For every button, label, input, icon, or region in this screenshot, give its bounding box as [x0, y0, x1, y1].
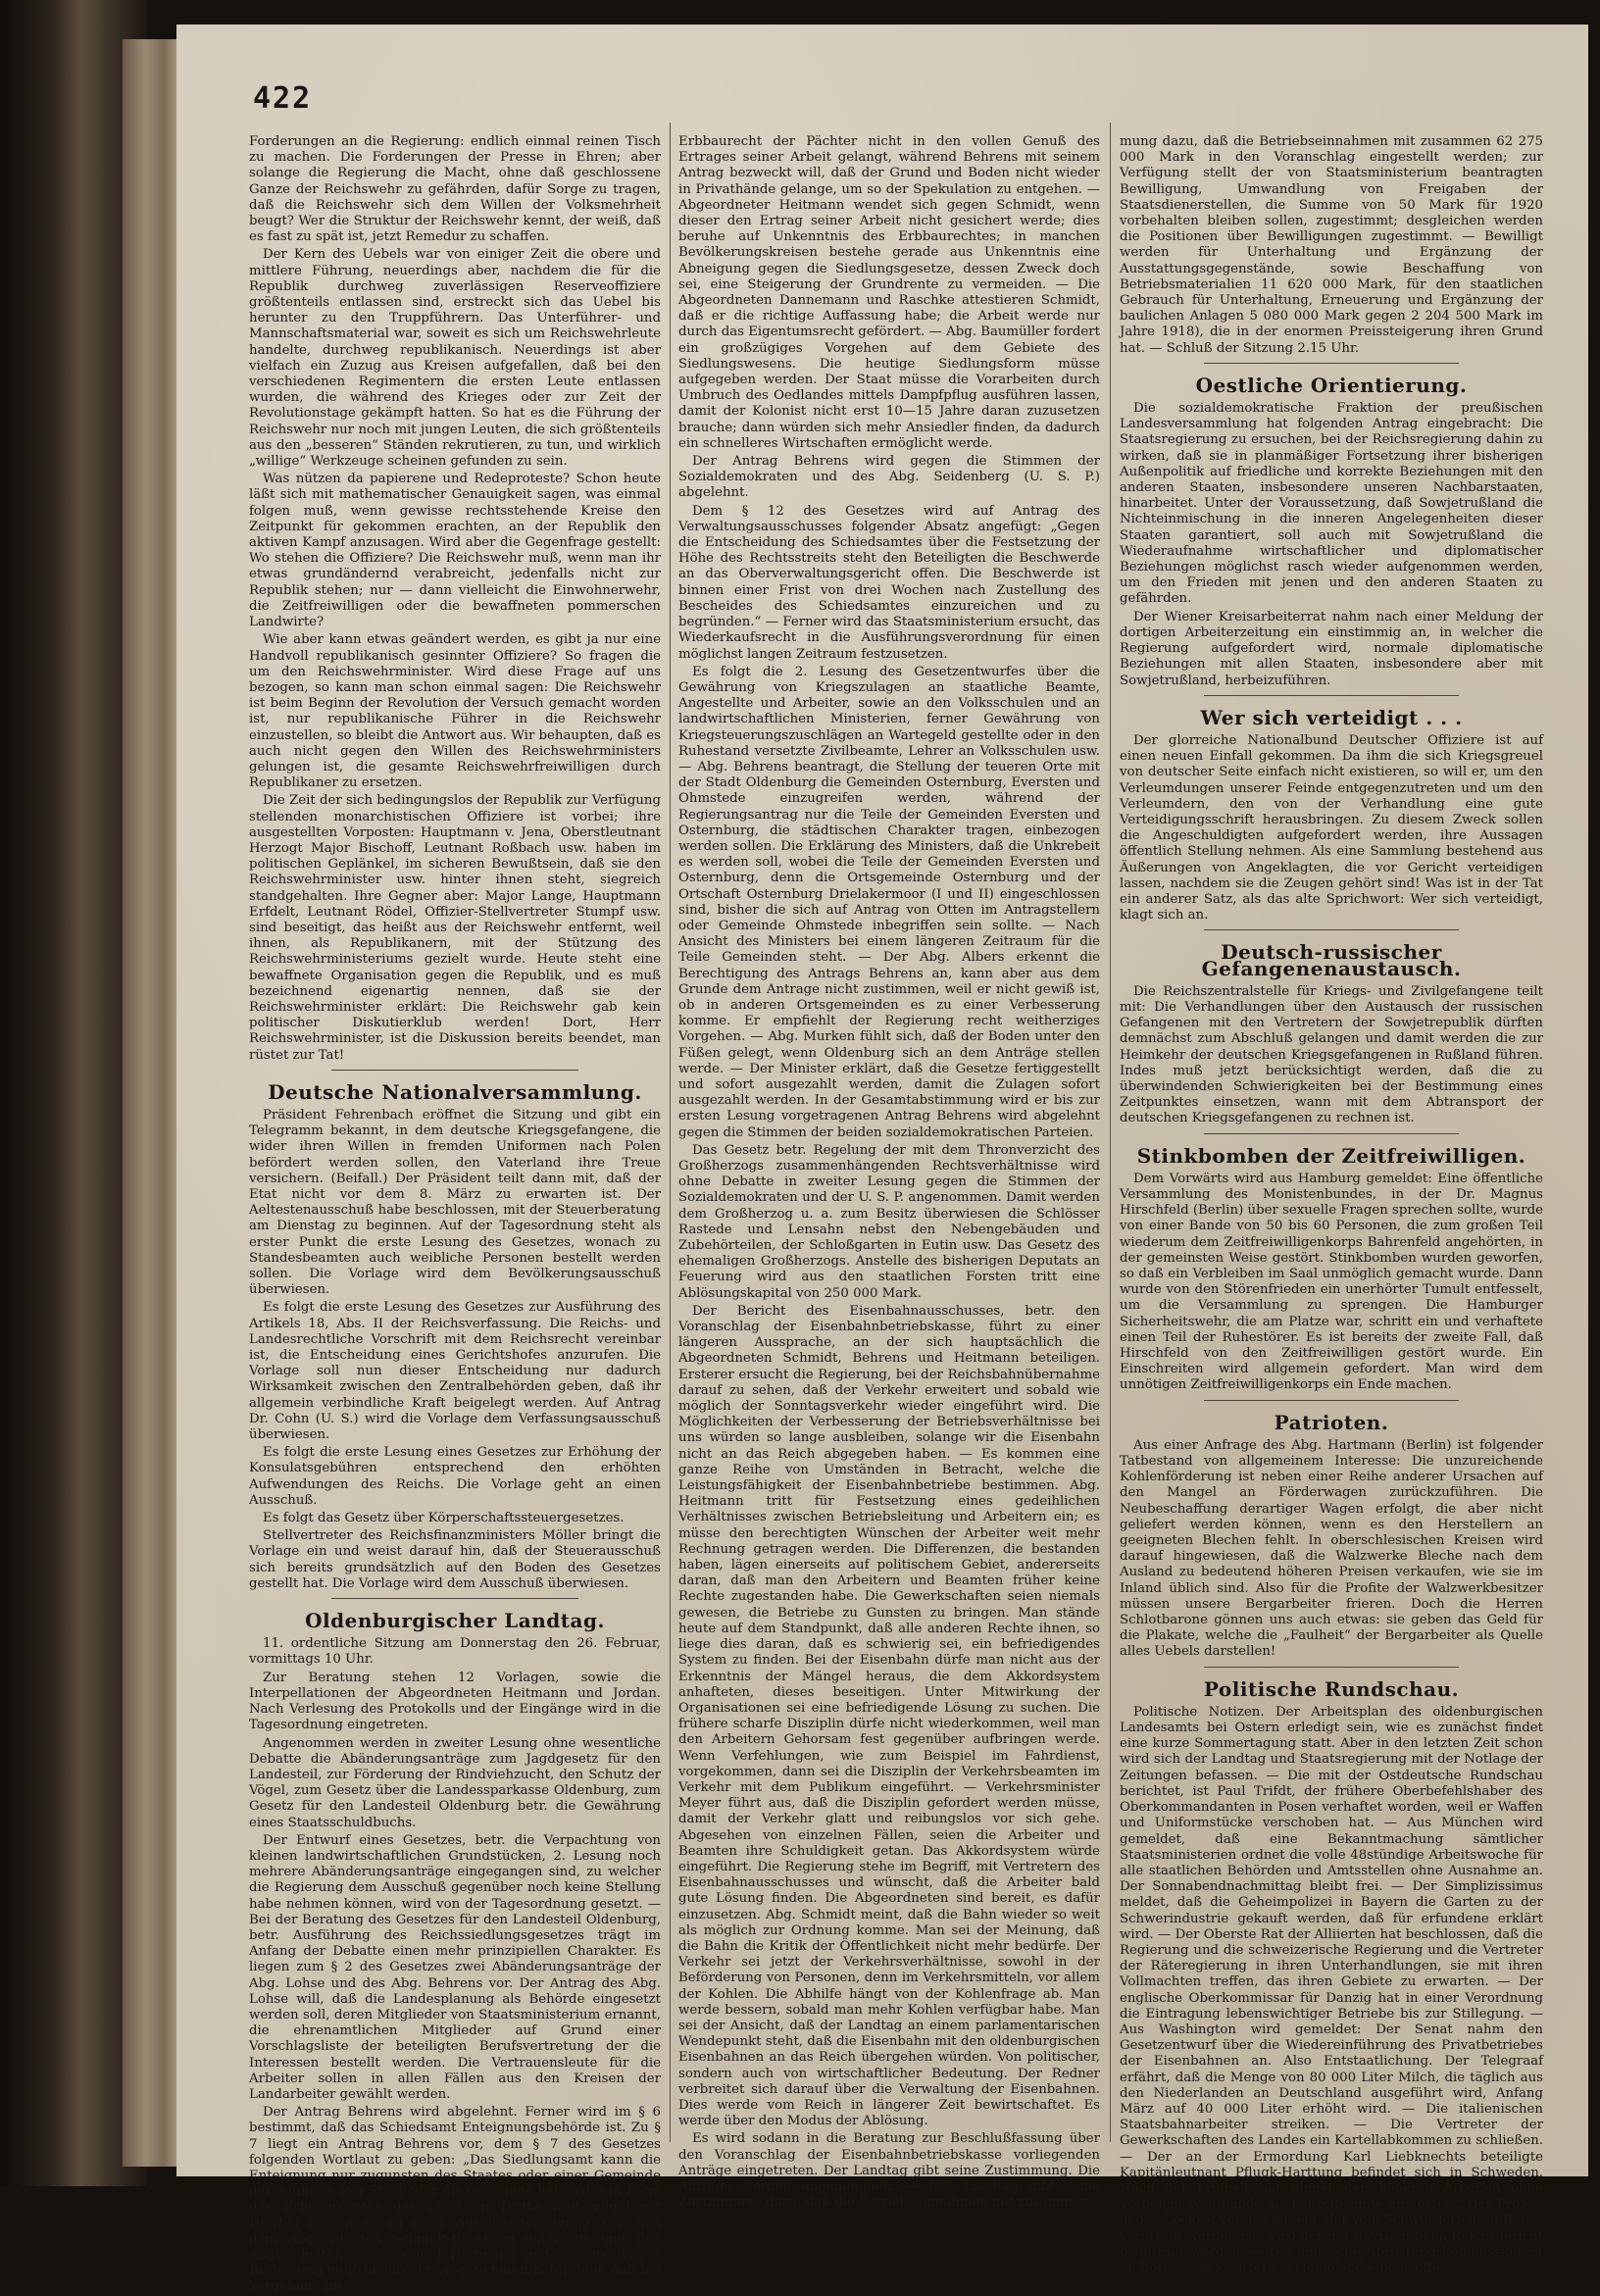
paragraph: Die sozialdemokratische Fraktion der preußischen Landesversammlung hat folgenden Antrag eingebracht: Die Staatsregierung zu ersuchen, bei der Reichsregierung dahin zu wirken, daß sie in planmäßiger Fortsetzung ihrer bisherigen Außenpolitik auf friedliche und korrekte Beziehungen mit den anderen Staaten, insbesondere unseren Nachbarstaaten, hinarbeitet. Unter der Voraussetzung, daß Sowjetrußland die Nichteinmischung in die inneren Angelegenheiten dieser Staaten garantiert, soll auch mit Sowjetrußland die Wiederaufnahme wirtschaftlicher und diplomatischer Beziehungen möglichst rasch wieder aufgenommen werden, um den Frieden mit jenen und den anderen Staaten zu gefährden. — [1120, 401, 1543, 607]
divider — [1204, 363, 1458, 364]
paragraph: Zur Beratung stehen 12 Vorlagen, sowie die Interpellationen der Abgeordneten Heitmann und Jordan. Nach Verlesung des Protokolls und der Eingänge wird in die Tagesordnung eingetreten. — [249, 1670, 661, 1733]
heading-verteidigt: Wer sich verteidigt . . . — [1200, 705, 1463, 729]
divider — [331, 1598, 578, 1599]
paragraph: Präsident Fehrenbach eröffnet die Sitzung und gibt ein Telegramm bekannt, in dem deutsche Kriegsgefangene, die wider ihren Willen in fremden Uniformen nach Polen befördert werden sollen, den Vaterland ihre Treue versichern. (Beifall.) Der Präsident teilt dann mit, daß der Etat nicht vor dem 8. März zu erwarten ist. Der Aeltestenausschuß habe beschlossen, mit der Steuerberatung am Dienstag zu beginnen. Auf der Tagesordnung steht als erster Punkt die erste Lesung des Gesetzes, wonach zu Standesbeamten auch weibliche Personen bestellt werden sollen. Die Vorlage wird dem Bevölkerungsausschuß überwiesen. — [249, 1107, 661, 1298]
paragraph: Der Wiener Kreisarbeiterrat nahm nach einer Meldung der dortigen Arbeiterzeitung ein einstimmig an, in welcher die Regierung aufgefordert wird, normale diplomatische Beziehungen mit allen Staaten, insbesondere aber mit Sowjetrußland, herbeizuführen. — [1120, 609, 1543, 688]
paragraph: Was nützen da papierene und Redeproteste? Schon heute läßt sich mit mathematischer Genauigkeit sagen, was einmal folgen muß, wenn gewisse rechtsstehende Kreise den Zeitpunkt für gekommen erachten, an der Republik den aktiven Kampf anzusagen. Wird aber die Gegenfrage gestellt: Wo stehen die Offiziere? Die Reichswehr muß, wenn man ihr etwas grundändernd verabreicht, jedenfalls nicht zur Republik stehen; nur — dann vielleicht die Einwohnerwehr, die Zeitfreiwilligen oder die bewaffneten pommerschen Landwirte? — [249, 472, 661, 630]
paragraph: Der Antrag Behrens wird gegen die Stimmen der Sozialdemokraten und des Abg. Seidenberg (U. S. P.) abgelehnt. — [678, 454, 1100, 501]
paragraph: Dem § 12 des Gesetzes wird auf Antrag des Verwaltungsausschusses folgender Absatz angefügt: „Gegen die Entscheidung des Schiedsamtes über die Festsetzung der Höhe des Rechtsstreits steht den Beteiligten die Beschwerde an das Oberverwaltungsgericht offen. Die Beschwerde ist binnen einer Frist von drei Wochen nach Zustellung des Bescheides des Schiedsamtes einzureichen und zu begründen.“ — Ferner wird das Staatsministerium ersucht, das Wiederkaufsrecht in die Ausführungsverordnung für einen möglichst langen Zeitraum festzusetzen. — [678, 503, 1100, 662]
paragraph: Das Gesetz betr. Regelung der mit dem Thronverzicht des Großherzogs zusammenhängenden Rechtsverhältnisse wird ohne Debatte in zweiter Lesung gegen die Stimmen der Sozialdemokraten und der U. S. P. angenommen. Damit werden dem Großherzog u. a. zum Besitz überwiesen die Schlösser Rastede und Lensahn nebst den Nebengebäuden und Zubehörteilen, der Schloßgarten in Eutin usw. Das Gesetz des ehemaligen Großherzogs. Anstelle des bisherigen Deputats an Feuerung wird aus den staatlichen Forsten tritt eine Ablösungskapital von 250 000 Mark. — [678, 1142, 1100, 1301]
paragraph: Der Antrag Behrens wird abgelehnt. Ferner wird im § 6 bestimmt, daß das Schiedsamt Enteignungsbehörde ist. Zu § 7 liegt ein Antrag Behrens vor, dem § 7 des Gesetzes folgenden Wortlaut zu geben: „Das Siedlungsamt kann die Enteignung nur zugunsten des Staates oder einer Gemeinde durchführen. Der Staat oder die Gemeinde haben das in Form des Erbbaurechtes das Land an Dritte weiterzugeben.“ Hierbei kommt es zu einer Auseinandersetzung zwischen dem Abgeordneten Schmidt-Bockhorn einerseits und den Abgeordneten Behrens und Heitmann andererseits wegen Besiedlung im Erbbaurecht. Abg. Schmidt befürchtet, daß bei Vergebung im — [249, 2105, 661, 2295]
column-rule-1 — [670, 123, 671, 2142]
paragraph: Forderungen an die Regierung: endlich einmal reinen Tisch zu machen. Die Forderungen der Presse in Ehren; aber solange die Regierung die Macht, ohne daß geschlossene Ganze der Reichswehr zu gefährden, dafür Sorge zu tragen, daß die Reichswehr sich dem Willen der Volksmehrheit beugt? Wer die Struktur der Reichswehr kennt, der weiß, daß es fast zu spät ist, jetzt Remedur zu schaffen. — [249, 134, 661, 245]
stacked-page-edges — [123, 39, 181, 2167]
heading-rundschau: Politische Rundschau. — [1203, 1676, 1460, 1701]
heading-stinkbomben: Stinkbomben der Zeitfreiwilligen. — [1136, 1143, 1526, 1168]
divider — [1204, 1400, 1458, 1401]
paragraph: Angenommen werden in zweiter Lesung ohne wesentliche Debatte die Abänderungsanträge zum Jagdgesetz für den Landesteil, zur Förderung der Rindviehzucht, den Schutz der Vögel, zum Gesetz über die Landessparkasse Oldenburg, zum Gesetz für den Landesteil Oldenburg betr. die Gewährung eines Staatsschuldbuchs. — [249, 1735, 661, 1830]
paragraph: Der glorreiche Nationalbund Deutscher Offiziere ist auf einen neuen Einfall gekommen. Da ihm die sich Kriegsgreuel von deutscher Seite einfach nicht existieren, so will er, um den Verleumdungen unserer Feinde entgegenzutreten und um den Verleumdern, den von der Verhandlung eine gute Verteidigungsschrift herausbringen. Zu diesem Zweck sollen die Angeschuldigten aufgefordert werden, ihre Aussagen öffentlich Stellung nehmen. Als eine Sammlung bestehend aus Äußerungen von Angeklagten, die vor Gericht verteidigen lassen, nachdem sie die Zeugen gehört sind! Was ist in der Tat ein anderer Satz, als das alte Sprichwort: Wer sich verteidigt, klagt sich an. — [1120, 732, 1543, 923]
paragraph: Der Bericht des Eisenbahnausschusses, betr. den Voranschlag der Eisenbahnbetriebskasse, führt zu einer längeren Aussprache, an der sich hauptsächlich die Abgeordneten Schmidt, Behrens und Heitmann beteiligen. Ersterer ersucht die Regierung, bei der Reichsbahnübernahme darauf zu sehen, daß der Verkehr erweitert und sobald wie möglich der Sonntagsverkehr wieder eingeführt wird. Die Möglichkeiten der Verbesserung der Betriebsverhältnisse bei uns würden so lange ausbleiben, solange wir die Eisenbahn nicht an das Reich abgegeben haben. — Es kommen eine ganze Reihe von Umständen in Betracht, welche die Leistungsfähigkeit der Eisenbahnbetriebe bestimmen. Abg. Heitmann tritt für Festsetzung eines gedeihlichen Verhältnisses zwischen Betriebsleitung und Arbeitern ein; es müsse den berechtigten Wünschen der Arbeiter weit mehr Rechnung getragen werden. Die Differenzen, die bestanden haben, lägen einerseits auf politischem Gebiet, andererseits daran, daß man den Arbeitern und Beamten früher keine Rechte zugestanden habe. Die Gewerkschaften seien niemals gewesen, die Betriebe zu Gunsten zu bringen. Man stände heute auf dem Standpunkt, daß alle anderen Rechte ihnen, so liege dies daran, daß es schwierig sei, ein befriedigendes System zu finden. Bei der Eisenbahn dürfe man nicht aus der Erkenntnis der Mängel heraus, die dem Akkordsystem anhafteten, dieses beseitigen. Unter Mitwirkung der Organisationen sei eine befriedigende Lösung zu suchen. Die frühere scharfe Disziplin dürfe nicht wiederkommen, weil man den Arbeitern Gehorsam fest gegenüber aufbringen werde. Wenn Verfehlungen, wie zum Beispiel im Fahrdienst, vorgekommen, dann sei die Disziplin der Verkehrsbeamten im Verkehr mit dem Publikum eingeführt. — Verkehrsminister Meyer führt aus, daß die Disziplin gefordert werden müsse, damit der Verkehr glatt und reibungslos vor sich gehe. Abgesehen von einzelnen Fällen, seien die Arbeiter und Beamten ihre Schuldigkeit getan. Das Akkordsystem würde eingeführt. Die Regierung stehe im Begriff, mit Vertretern des Eisenbahnausschusses und wünscht, daß die Arbeiter bald gute Lösung finden. Die Abgeordneten sind bereit, es dafür einzusetzen. Abg. Schmidt meint, daß die Bahn wieder so weit als möglich zur Ordnung komme. Man sei der Meinung, daß die Bahn die Kritik der Öffentlichkeit nicht mehr bedürfe. Der Verkehr sei jetzt der Verkehrsverhältnisse, sowohl in der Beförderung von Personen, denn im Verkehrsmitteln, vor allem der Kohlen. Die Abhilfe hängt von der Kohlenfrage ab. Man werde bessern, sobald man mehr Kohlen verfügbar habe. Man sei der Ansicht, daß der Landtag an einem parlamentarischen Wendepunkt steht, daß die Eisenbahn mit den oldenburgischen Eisenbahnen an das Reich übergehen würden. Von politischer, sondern auch von wirtschaftlicher Bedeutung. Der Redner verbreitet sich darauf über die Verwaltung der Eisenbahnen. Dies werde vom Reich in längerer Zeit bewirtschaftet. Es werde über den Modus der Ablösung. — [678, 1303, 1100, 2129]
paragraph: Der Entwurf eines Gesetzes, betr. die Verpachtung von kleinen landwirtschaftlichen Grundstücken, 2. Lesung noch mehrere Abänderungsanträge eingegangen sind, zu welcher die Regierung dem Ausschuß gegenüber noch keine Stellung habe nehmen können, wird von der Tagesordnung gesetzt. — Bei der Beratung des Gesetzes für den Landesteil Oldenburg, betr. Ausführung des Reichssiedlungsgesetzes trägt im Anfang der Debatte einen mehr prinzipiellen Charakter. Es liegen zum § 2 des Gesetzes zwei Abänderungsanträge der Abg. Lohse und des Abg. Behrens vor. Der Antrag des Abg. Lohse will, daß die Landesplanung als Behörde eingesetzt werden soll, deren Mitglieder von Staatsministerium ernannt, die ehrenamtlichen Mitglieder auf Grund einer Vorschlagsliste der beteiligten Berufsvertretung der die Interessen bestellt werden. Die Vertrauensleute für die Arbeiter sollen in allen Fällen aus den Kreisen der Landarbeiter gewählt werden. — [249, 1832, 661, 2102]
paragraph: Erbbaurecht der Pächter nicht in den vollen Genuß des Ertrages seiner Arbeit gelangt, während Behrens mit seinem Antrag bezweckt will, daß der Grund und Boden nicht wieder in Privathände gelange, um so der Spekulation zu entgehen. — Abgeordneter Heitmann wendet sich gegen Schmidt, wenn dieser den Ertrag seiner Arbeit nicht gesichert werde; dies beruhe auf Unkenntnis des Erbbaurechtes; in manchen Bevölkerungskreisen bestehe gerade aus Unkenntnis eine Abneigung gegen die Siedlungsgesetze, dessen Zweck doch sei, eine Steigerung der Grundrente zu vermeiden. — Die Abgeordneten Dannemann und Raschke attestieren Schmidt, daß er die richtige Auffassung habe; die Arbeit werde nur durch das Eigentumsrecht gefördert. — Abg. Baumüller fordert ein großzügiges Vorgehen auf dem Gebiete des Siedlungswesens. Die heutige Siedlungsform müsse aufgegeben werden. Der Staat müsse die Vorarbeiten durch Umbruch des Oedlandes mittels Dampfpflug ausführen lassen, damit der Kolonist nicht erst 10—15 Jahre daran zuzusetzen brauche; dann würden sich mehr Ansiedler finden, da dadurch ein schnelleres Wirtschaften ermöglicht werde. — [678, 134, 1100, 451]
divider — [331, 1070, 578, 1071]
paragraph: Die Zeit der sich bedingungslos der Republik zur Verfügung stellenden monarchistischen Offiziere ist vorbei; ihre ausgestellten Vorposten: Hauptmann v. Jena, Oberstleutnant Herzogt Major Bischoff, Leutnant Roßbach usw. haben im politischen Geplänkel, im sicheren Bewußtsein, daß sie den Reichswehrminister usw. hinter ihnen steht, siegreich standgehalten. Ihre Gegner aber: Major Lange, Hauptmann Erfdelt, Leutnant Rödel, Offizier-Stellvertreter Stumpf usw. sind beseitigt, das heißt aus der Reichswehr entfernt, weil ihnen, als Republikanern, mit der Stützung des Reichswehrministeriums gezielt wurde. Heute steht eine bewaffnete Organisation gegen die Republik, und es muß bezeichnend eigenartig nennen, daß sie der Reichswehrminister erklärt: Die Reichswehr gab kein politischer Diskutierklub werden! Dort, Herr Reichswehrminister, ist die Diskussion bereits beendet, man rüstet zur Tat! — [249, 793, 661, 1063]
paragraph: Es wird sodann in die Beratung zur Beschlußfassung über den Voranschlag der Eisenbahnbetriebskasse vorliegenden Anträge eingetreten. Der Landtag gibt seine Zustimmung. Die Anträge werden angenommen. — Der Landtag gibt seine Zustimmung dazu, daß die Betriebseinnahmen mit zusammen — [678, 2131, 1100, 2211]
divider — [1204, 1667, 1458, 1668]
paragraph: 11. ordentliche Sitzung am Donnerstag den 26. Februar, vormittags 10 Uhr. — [249, 1636, 661, 1668]
paragraph: Es folgt die erste Lesung des Gesetzes zur Ausführung des Artikels 18, Abs. II der Reichsverfassung. Die Reichs- und Landesrechtliche Vorschrift mit dem Reichsrecht vereinbar ist, die Entscheidung eines Gerichtshofes anzurufen. Die Vorlage soll nun dieser Entscheidung nur dadurch Wirksamkeit zwischen den Zentralbehörden geben, daß ihr allgemein verbindliche Kraft beigelegt werden. Auf Antrag Dr. Cohn (U. S.) wird die Vorlage dem Verfassungsausschuß überwiesen. — [249, 1300, 661, 1443]
column-2 — [678, 134, 1100, 2211]
column-rule-2 — [1110, 123, 1111, 2142]
heading-orientierung: Oestliche Orientierung. — [1195, 373, 1468, 397]
divider — [1204, 1133, 1458, 1134]
paragraph: Politische Notizen. Der Arbeitsplan des oldenburgischen Landesamts bei Ostern erledigt sein, wie es zunächst findet eine kurze Sommertagung statt. Aber in den letzten Zeit schon wird sich der Landtag und Staatsregierung mit der Notlage der Zeitungen befassen. — Die mit der Ostdeutsche Rundschau berichtet, ist Paul Trifdt, der frühere Oberbefehlshaber des Oberkommandanten in Posen verhaftet worden, weil er Waffen und Uniformstücke verschoben hat. — Aus München wird gemeldet, daß eine Bekanntmachung sämtlicher Staatsministerien ordnet die volle 48stündige Arbeitswoche für alle staatlichen Behörden und Amtsstellen ohne Ausnahme an. Der Sonnabendnachmittag bleibt frei. — Der Simplizissimus meldet, daß die Geheimpolizei in Bayern die Garten zu der Schwerindustrie gekauft werden, daß für erfundene erklärt wird. — Der Oberste Rat der Alliierten hat beschlossen, daß die Regierung und die schweizerische Regierung und die Vertreter der Räteregierung in ihren Unterhandlungen, sie mit ihren Vollmachten treffen, das ihren Gebiete zu erwarten. — Der englische Oberkommissar für Danzig hat in einer Verordnung die Eintragung lebenswichtiger Betriebe bis zur Stillegung. — Aus Washington wird gemeldet: Der Senat nahm den Gesetzentwurf über die Wiedereinführung des Privatbetriebes der Eisenbahnen an. Also Entstaatlichung. Der Telegraaf erfährt, daß die Menge von 80 000 Liter Milch, die täglich aus den Niederlanden an Deutschland ausgeführt wird, Anfang März auf 40 000 Liter erhöht wird. — Die italienischen Staatsbahnarbeiter streiken. — Die Vertreter der Gewerkschaften des Landes ein Kartellabkommen zu schließen. — Der an der Ermordung Karl Liebknechts beteiligte Kapitänleutnant Pflugk-Harttung befindet sich in Schweden. Nach der Freiheit hat immer den höheren Arbeiten ohne Vorbehalt vom Lande als Polizeibeamte eingestellt. Der Prozeß gegen Lockruf von Hirschfeld, der vom Schwurgericht in Berlin verurteilt worden ist, wird der mit Revision beim Reichsgericht beantragt worden. — Die englische Abrüstungskommission ist an Bord eines Kreuzers in Helgoland eingetroffen. — [1120, 1704, 1543, 2275]
divider — [1204, 695, 1458, 696]
heading-gefangenenaustausch: Deutsch-russischer Gefangenenaustausch. — [1201, 940, 1462, 980]
paragraph: Aus einer Anfrage des Abg. Hartmann (Berlin) ist folgender Tatbestand von allgemeinem Interesse: Die unzureichende Kohlenförderung ist neben einer Reihe anderer Ursachen auf den Mangel an Förderwagen zurückzuführen. Die Neubeschaffung derartiger Wagen erfolgt, die aber nicht geliefert werden können, wenn es den Herstellern an geeigneten Blechen fehlt. In oberschlesischen Kreisen wird darauf hingewiesen, daß die Walzwerke Bleche nach dem Ausland zu bedeutend höheren Preisen verkaufen, wie sie im Inland üblich sind. Also für die Profite der Walzwerkbesitzer müssen unsere Bergarbeiter frieren. Doch die Herren Schlotbarone gönnen uns auch etwas: sie geben das Geld für die Plakate, welche die „Faulheit“ der Bergarbeiter als Quelle alles Uebels darstellen! — [1120, 1437, 1543, 1660]
paragraph: Es folgt das Gesetz über Körperschaftssteuergesetzes. — [263, 1511, 625, 1526]
divider — [1204, 929, 1458, 930]
paragraph: Es folgt die erste Lesung eines Gesetzes zur Erhöhung der Konsulatsgebühren entsprechend den erhöhten Aufwendungen des Reichs. Die Vorlage geht an einen Ausschuß. — [249, 1445, 661, 1508]
paragraph: Der Kern des Uebels war von einiger Zeit die obere und mittlere Führung, neuerdings aber, nachdem die für die Republik durchweg zuverlässigen Reserveoffiziere größtenteils entlassen sind, erstreckt sich das Uebel bis herunter zu den Truppführern. Das Unterführer- und Mannschaftsmaterial war, soweit es sich um Reichswehrleute handelte, durchweg republikanisch. Neuerdings ist aber vielfach ein Zuzug aus Kreisen aufgefallen, daß bei den verschiedenen Regimentern die ersten Leute entlassen wurden, die während des Krieges oder zur Zeit der Revolutionstage gekämpft hatten. So hat es die Führung der Reichswehr nur noch mit jungen Leuten, die sich größtenteils aus den „besseren“ Ständen rekrutieren, zu tun, und wirklich „willige“ Werkzeuge scheinen gefunden zu sein. — [249, 247, 661, 470]
column-1 — [249, 134, 661, 2295]
paragraph: Die Reichszentralstelle für Kriegs- und Zivilgefangene teilt mit: Die Verhandlungen über den Austausch der russischen Gefangenen mit den Vertretern der Sowjetrepublik dürften demnächst zum Abschluß gelangen und damit werden die zur Heimkehr der deutschen Kriegsgefangenen in Rußland führen. Indes muß jetzt berücksichtigt werden, daß die zu überwindenden Schwierigkeiten bei der Bestimmung eines Zeitpunktes einsetzen, wann mit dem Abtransport der deutschen Kriegsgefangenen zu rechnen ist. — [1120, 983, 1543, 1126]
paragraph: Dem Vorwärts wird aus Hamburg gemeldet: Eine öffentliche Versammlung des Monistenbundes, in der Dr. Magnus Hirschfeld (Berlin) über sexuelle Fragen sprechen sollte, wurde von einer Bande von 50 bis 60 Personen, die zum großen Teil wiederum dem Zeitfreiwilligenkorps Bahrenfeld angehörten, in der gemeinsten Weise gestört. Stinkbomben wurden geworfen, so daß ein Verbleiben im Saal unmöglich gemacht wurde. Dann wurde von den Störenfrieden ein unerhörter Tumult entfesselt, um die Versammlung zu sprengen. Die Hamburger Sicherheitswehr, die am Platze war, schritt ein und verhaftete einen Teil der Ruhestörer. Es ist bereits der zweite Fall, daß Hirschfeld von den Zeitfreiwilligen gestört wurde. Ein Einschreiten wird allgemein gefordert. Man wird dem unnötigen Zeitfreiwilligenkorps ein Ende machen. — [1120, 1171, 1543, 1393]
page-number: 422 — [253, 81, 313, 116]
paragraph: mung dazu, daß die Betriebseinnahmen mit zusammen 62 275 000 Mark in den Voranschlag eingestellt werden; zur Verfügung stellt der von Staatsministerium beantragten Bewilligung, Umwandlung von Freigaben der Staatsdienerstellen, die Summe von 50 Mark für 1920 vorbehalten bleiben sollen, zugestimmt; desgleichen werden die Positionen über Bewilligungen zugestimmt. — Bewilligt werden für Unterhaltung und Ergänzung der Ausstattungsgegenstände, sowie Beschaffung von Betriebsmaterialien 11 620 000 Mark, für den staatlichen Gebrauch für Unterhaltung, Erneuerung und Ergänzung der baulichen Anlagen 5 080 000 Mark gegen 2 204 500 Mark im Jahre 1918), die in der enormen Preissteigerung ihren Grund hat. — Schluß der Sitzung 2.15 Uhr. — [1120, 134, 1543, 356]
heading-patrioten: Patrioten. — [1274, 1410, 1389, 1434]
heading-landtag: Oldenburgischer Landtag. — [305, 1609, 605, 1633]
paragraph: Wie aber kann etwas geändert werden, es gibt ja nur eine Handvoll republikanisch gesinnter Offiziere? So fragen die um den Reichswehrminister. Wird diese Frage auf uns bezogen, so kann man schon einmal sagen: Die Reichswehr ist beim Beginn der Revolution der Versuch gemacht worden ist, nur republikanische Führer in die Reichswehr einzustellen, so bleibt die Antwort aus. Wir behaupten, daß es auch nicht gegen den Willen des Reichswehrministers gelungen ist, die gesamte Reichswehrfreiwilligen durch Republikaner zu ersetzen. — [249, 632, 661, 791]
paragraph: Stellvertreter des Reichsfinanzministers Möller bringt die Vorlage ein und weist darauf hin, daß der Steuerausschuß sich bereits grundsätzlich auf den Boden des Gesetzes gestellt hat. Die Vorlage wird dem Ausschuß überwiesen. — [249, 1528, 661, 1591]
paragraph: Es folgt die 2. Lesung des Gesetzentwurfes über die Gewährung von Kriegszulagen an staatliche Beamte, Angestellte und Arbeiter, sowie an den Volksschulen und an landwirtschaftlichen Ministerien, ferner Gewährung von Kriegsteuerungszuschlägen an Wartegeld gestellte oder in den Ruhestand versetzte Zivilbeamte, Lehrer an Volksschulen usw. — Abg. Behrens beantragt, die Stellung der teueren Orte mit der Stadt Oldenburg die Gemeinden Osternburg, Eversten und Ohmstede einzugreifen werden, während der Regierungsantrag nur die Teile der Gemeinden Eversten und Osternburg, die städtischen Charakter tragen, einbezogen werden sollen. Die Erklärung des Ministers, daß die Unkrebeit es werden soll, wobei die Teile der Gemeinden Eversten und Osternburg, denn die Ortsgemeinde Osternburg und der Ortschaft Osternburg Drielakermoor (I und II) eingeschlossen sind, bisher die sich auf Antrag von Otten im Antragstellern oder Gemeinde Ohmstede inbegriffen sein sollte. — Nach Ansicht des Ministers bei einem längeren Zeitraum für die Teile Gemeinden steht. — Der Abg. Albers erkennt die Berechtigung des Antrags Behrens an, kann aber aus dem Grunde dem Antrage nicht zustimmen, weil er nicht gewiß ist, ob in anderen Ortsgemeinden es zu einer Verbesserung komme. Er empfiehlt der Regierung recht weitherziges Vorgehen. — Abg. Murken fühlt sich, daß der Boden unter den Füßen gelegt, wenn Oldenburg sich an dem Anträge stellen werde. — Der Minister erklärt, daß die Gesetze fertiggestellt und sofort ausgezahlt werden, damit die Zulagen sofort ausgezahlt werden. In der Gesamtabstimmung wird er bis zur ersten Lesung vorgetragenen Antrag Behrens wird abgelehnt gegen die Stimmen der beiden sozialdemokratischen Parteien. — [678, 664, 1100, 1140]
heading-nationalversammlung: Deutsche Nationalversammlung. — [268, 1079, 642, 1104]
column-3 — [1120, 134, 1543, 2275]
newspaper-page — [176, 25, 1588, 2295]
